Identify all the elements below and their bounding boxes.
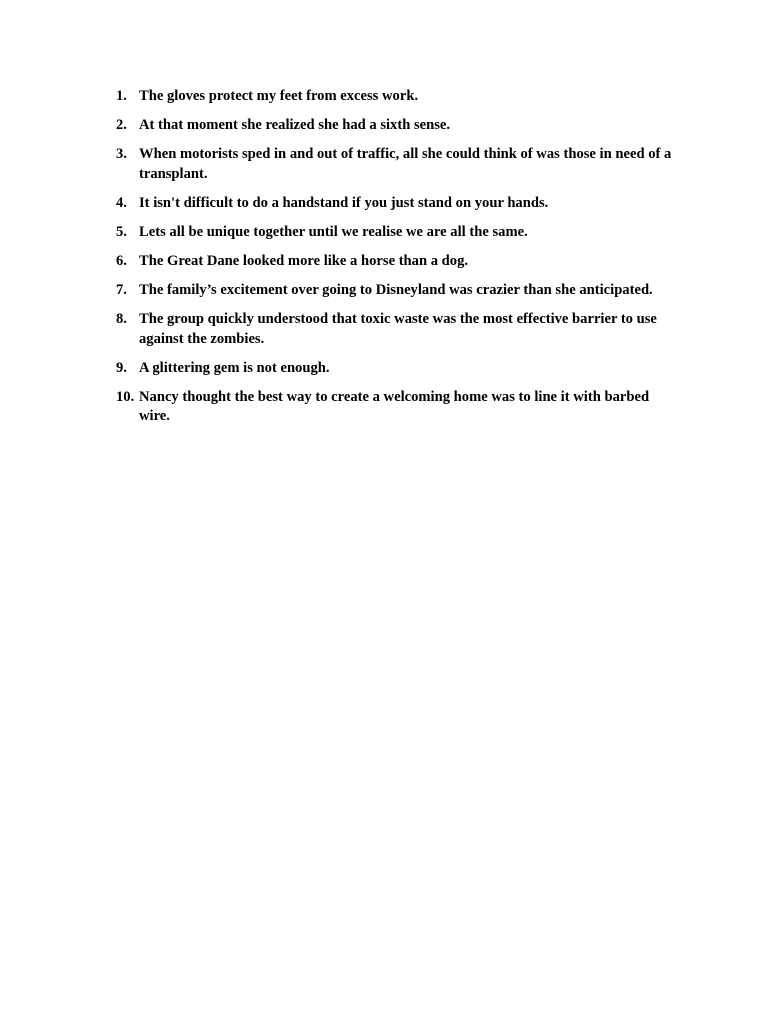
item-text: The group quickly understood that toxic waste was the most effective barrier to use against the zombies.: [139, 311, 657, 347]
list-item: [116, 359, 672, 379]
item-number: 8.: [116, 311, 127, 328]
list-item: [116, 281, 672, 301]
list-item: [116, 116, 672, 136]
item-number: 6.: [116, 252, 127, 269]
item-number: 7.: [116, 282, 127, 299]
item-text: The gloves protect my feet from excess work.: [139, 88, 419, 104]
list-item: [116, 388, 672, 427]
list-item: [116, 87, 672, 107]
item-number: 3.: [116, 146, 127, 163]
item-text: A glittering gem is not enough.: [139, 359, 330, 376]
list-item: [116, 223, 672, 243]
list-item: [116, 145, 672, 184]
item-number: 10.: [116, 388, 135, 405]
item-text: At that moment she realized she had a sixth sense.: [139, 117, 451, 134]
item-number: 1.: [116, 88, 127, 104]
item-text: The family’s excitement over going to Disneyland was crazier than she anticipated.: [139, 282, 653, 299]
item-text: When motorists sped in and out of traffic, all she could think of was those in need of a transplant.: [139, 146, 672, 182]
item-number: 9.: [116, 359, 127, 376]
sentence-list: [116, 87, 672, 436]
item-number: 5.: [116, 223, 127, 240]
item-text: It isn't difficult to do a handstand if you just stand on your hands.: [139, 194, 549, 211]
item-number: 4.: [116, 194, 127, 211]
item-text: Nancy thought the best way to create a welcoming home was to line it with barbed wire.: [139, 388, 650, 425]
item-number: 2.: [116, 117, 127, 134]
list-item: [116, 252, 672, 272]
item-text: Lets all be unique together until we realise we are all the same.: [139, 223, 528, 240]
list-item: [116, 310, 672, 349]
list-item: [116, 194, 672, 214]
item-text: The Great Dane looked more like a horse than a dog.: [139, 252, 469, 269]
